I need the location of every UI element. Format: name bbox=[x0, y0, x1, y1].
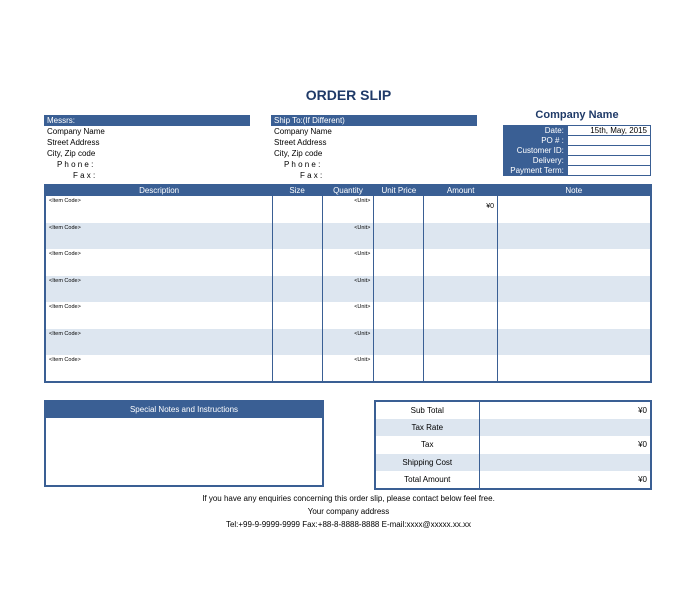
item-unit-price[interactable] bbox=[374, 249, 424, 276]
company-info-value[interactable] bbox=[567, 146, 650, 156]
totals-value[interactable] bbox=[479, 419, 651, 437]
item-note[interactable] bbox=[498, 329, 651, 356]
totals-row bbox=[375, 454, 651, 472]
column-header: Quantity bbox=[322, 185, 374, 196]
item-row bbox=[45, 302, 651, 329]
messrs-city: City, Zip code bbox=[47, 149, 96, 158]
item-note[interactable] bbox=[498, 276, 651, 303]
company-info-row bbox=[504, 136, 651, 146]
footer bbox=[0, 492, 697, 531]
company-name: Company Name bbox=[535, 109, 619, 121]
item-note[interactable] bbox=[498, 249, 651, 276]
totals-row bbox=[375, 471, 651, 489]
item-quantity[interactable]: <Unit> bbox=[322, 276, 374, 303]
item-unit-price[interactable] bbox=[374, 196, 424, 223]
item-code[interactable]: <Item Code> bbox=[45, 276, 272, 303]
totals-label: Total Amount bbox=[375, 471, 479, 489]
company-info-table bbox=[503, 125, 651, 176]
company-info-label: Delivery: bbox=[504, 156, 568, 166]
company-info-value[interactable] bbox=[567, 156, 650, 166]
messrs-company: Company Name bbox=[47, 127, 105, 136]
totals-label: Tax bbox=[375, 436, 479, 454]
column-header: Amount bbox=[424, 185, 498, 196]
messrs-phone: P h o n e : bbox=[57, 160, 94, 169]
company-info-label: Date: bbox=[504, 126, 568, 136]
item-row bbox=[45, 249, 651, 276]
item-amount[interactable] bbox=[424, 329, 498, 356]
shipto-street: Street Address bbox=[274, 138, 327, 147]
item-code[interactable]: <Item Code> bbox=[49, 198, 81, 204]
messrs-fax: F a x : bbox=[73, 171, 96, 180]
item-size[interactable] bbox=[272, 302, 322, 329]
shipto-fax: F a x : bbox=[300, 171, 323, 180]
column-header: Unit Price bbox=[374, 185, 424, 196]
item-row bbox=[45, 223, 651, 250]
shipto-city: City, Zip code bbox=[274, 149, 323, 158]
item-unit-price[interactable] bbox=[374, 223, 424, 250]
item-code[interactable]: <Item Code> bbox=[49, 357, 81, 363]
item-unit-price[interactable] bbox=[374, 329, 424, 356]
item-note[interactable] bbox=[498, 355, 651, 382]
totals-value[interactable]: ¥0 bbox=[638, 440, 647, 450]
totals-value[interactable]: ¥0 bbox=[638, 405, 647, 415]
totals-label: Shipping Cost bbox=[375, 454, 479, 472]
item-code[interactable]: <Item Code> bbox=[45, 329, 272, 356]
item-quantity[interactable]: <Unit> bbox=[322, 249, 374, 276]
item-code[interactable]: <Item Code> bbox=[49, 251, 81, 257]
totals-value[interactable] bbox=[479, 454, 651, 472]
item-row bbox=[45, 329, 651, 356]
company-info-label: PO # : bbox=[504, 136, 568, 146]
item-amount[interactable] bbox=[424, 249, 498, 276]
company-info-row bbox=[504, 166, 651, 176]
item-size[interactable] bbox=[272, 249, 322, 276]
footer-contact: Tel:+99-9-9999-9999 Fax:+88-8-8888-8888 E-mail:xxxx@xxxxx.xx.xx bbox=[225, 520, 472, 529]
footer-enquiry: If you have any enquiries concerning this order slip, please contact below feel free. bbox=[202, 494, 495, 503]
company-info-label: Payment Term: bbox=[504, 166, 568, 176]
item-amount[interactable] bbox=[424, 276, 498, 303]
item-size[interactable] bbox=[272, 196, 322, 223]
company-info-value[interactable] bbox=[567, 136, 650, 146]
column-header: Note bbox=[498, 185, 651, 196]
item-amount[interactable] bbox=[424, 302, 498, 329]
totals-row bbox=[375, 436, 651, 454]
column-header: Description bbox=[45, 185, 272, 196]
item-row bbox=[45, 196, 651, 223]
company-info-value[interactable] bbox=[567, 166, 650, 176]
item-row bbox=[45, 276, 651, 303]
special-notes-box[interactable] bbox=[44, 400, 324, 487]
page-title: ORDER SLIP bbox=[305, 87, 392, 103]
item-size[interactable] bbox=[272, 329, 322, 356]
totals-label: Tax Rate bbox=[375, 419, 479, 437]
totals-row bbox=[375, 401, 651, 419]
item-amount[interactable] bbox=[424, 223, 498, 250]
item-quantity[interactable]: <Unit> bbox=[322, 329, 374, 356]
item-row bbox=[45, 355, 651, 382]
item-quantity[interactable]: <Unit> bbox=[322, 355, 374, 382]
shipto-company: Company Name bbox=[274, 127, 332, 136]
messrs-block bbox=[44, 115, 250, 181]
footer-address: Your company address bbox=[307, 507, 390, 516]
item-code[interactable]: <Item Code> bbox=[49, 304, 81, 310]
item-note[interactable] bbox=[498, 302, 651, 329]
company-info-row bbox=[504, 146, 651, 156]
company-info-row bbox=[504, 126, 651, 136]
item-code[interactable]: <Item Code> bbox=[45, 223, 272, 250]
items-table bbox=[44, 184, 652, 383]
company-info-row bbox=[504, 156, 651, 166]
shipto-phone: P h o n e : bbox=[284, 160, 321, 169]
messrs-street: Street Address bbox=[47, 138, 100, 147]
item-quantity[interactable]: <Unit> bbox=[322, 302, 374, 329]
shipto-block bbox=[271, 115, 477, 181]
item-unit-price[interactable] bbox=[374, 276, 424, 303]
company-info-label: Customer ID: bbox=[504, 146, 568, 156]
item-size[interactable] bbox=[272, 223, 322, 250]
totals-value[interactable]: ¥0 bbox=[638, 474, 647, 484]
messrs-header: Messrs: bbox=[44, 115, 250, 126]
item-size[interactable] bbox=[272, 276, 322, 303]
item-amount[interactable]: ¥0 bbox=[424, 196, 498, 223]
totals-row bbox=[375, 419, 651, 437]
column-header: Size bbox=[272, 185, 322, 196]
item-note[interactable] bbox=[498, 196, 651, 223]
item-quantity[interactable]: <Unit> bbox=[322, 223, 374, 250]
special-notes-header: Special Notes and Instructions bbox=[46, 402, 322, 418]
item-unit-price[interactable] bbox=[374, 355, 424, 382]
item-amount[interactable] bbox=[424, 355, 498, 382]
shipto-header: Ship To:(If Different) bbox=[271, 115, 477, 126]
item-note[interactable] bbox=[498, 223, 651, 250]
totals-label: Sub Total bbox=[375, 401, 479, 419]
totals-table bbox=[374, 400, 652, 490]
company-info-value[interactable]: 15th, May, 2015 bbox=[567, 126, 650, 136]
item-size[interactable] bbox=[272, 355, 322, 382]
item-unit-price[interactable] bbox=[374, 302, 424, 329]
item-quantity[interactable]: <Unit> bbox=[322, 196, 374, 223]
